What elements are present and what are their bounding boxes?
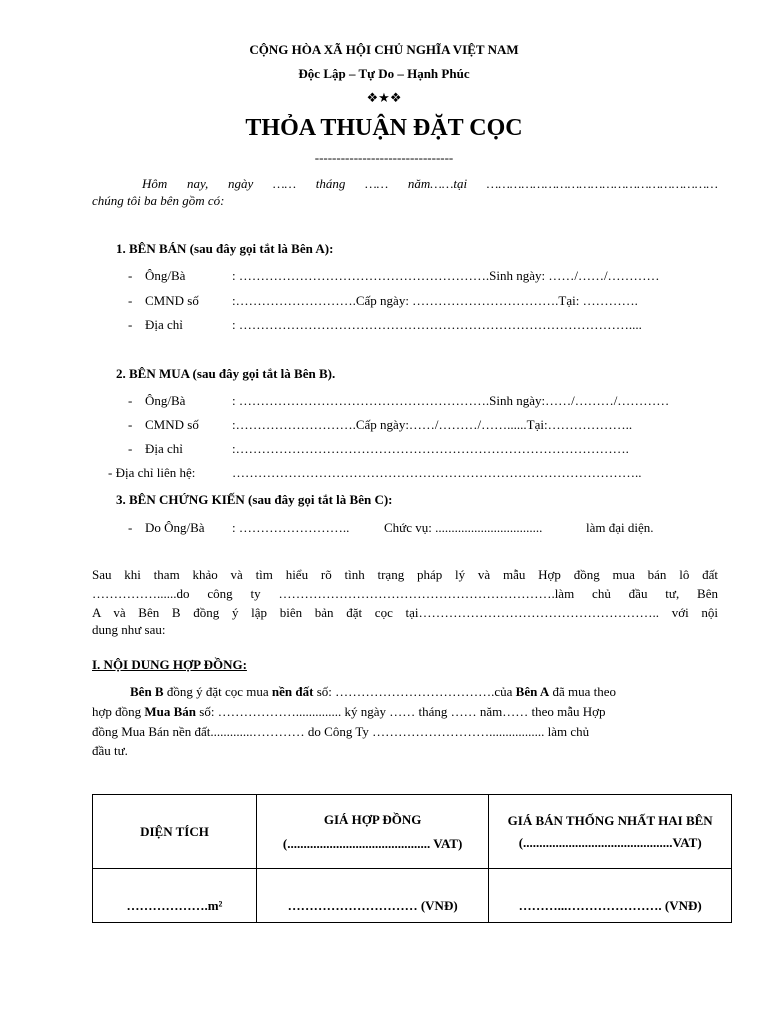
title-rule: -------------------------------- <box>314 150 454 165</box>
agreed-price-header: GIÁ BÁN THỐNG NHẤT HAI BÊN (..............................................VAT) <box>489 795 732 869</box>
dash: - <box>128 417 133 432</box>
party-a-address-value: : ……………………………………………………………………………….... <box>232 317 642 332</box>
dash: - <box>128 293 133 308</box>
preamble-line4: dung như sau: <box>92 622 166 637</box>
party-c-name-label: Do Ông/Bà <box>145 520 205 535</box>
party-a-name-value: : ………………………………………………….Sinh ngày: ……/……/………… <box>232 268 660 283</box>
section-paragraph-line1: Bên B đồng ý đặt cọc mua nền đất số: ……………………………….của Bên A đã mua theo <box>130 684 617 699</box>
nation-heading: CỘNG HÒA XÃ HỘI CHỦ NGHĨA VIỆT NAM <box>249 42 519 57</box>
party-b-name-value: : ………………………………………………….Sinh ngày:……/………/………… <box>232 393 670 408</box>
preamble-line1: Sau khi tham khảo và tìm hiểu rõ tình trạng pháp lý và mẫu Hợp đồng mua bán lô đất <box>92 567 718 582</box>
document-title: THỎA THUẬN ĐẶT CỌC <box>245 115 523 141</box>
intro-line1: Hôm nay, ngày …… tháng …… năm……tại …………………………………………………… <box>142 176 718 191</box>
party-c-representative: làm đại diện. <box>586 520 654 535</box>
party-b-id-value: :……………………….Cấp ngày:……/………/……......Tại:……………….. <box>232 417 633 432</box>
party-b-name-label: Ông/Bà <box>145 393 186 408</box>
section-heading: I. NỘI DUNG HỢP ĐỒNG: <box>92 657 247 672</box>
contract-price-header: GIÁ HỢP ĐỒNG (............................................ VAT) <box>256 795 488 869</box>
party-b-contact-value: ………………………………………………………………………………….. <box>232 465 642 480</box>
price-table <box>92 794 732 923</box>
party-a-heading: 1. BÊN BÁN (sau đây gọi tắt là Bên A): <box>116 241 334 256</box>
table-row <box>93 869 732 923</box>
preamble-line3: A và Bên B đồng ý lập biên bản đặt cọc tại……………………………………………….. với nội <box>92 605 718 620</box>
party-b-address-value: :………………………………………………………………………………. <box>232 441 629 456</box>
party-c-role: Chức vụ: ................................. <box>384 520 543 535</box>
agreed-price-value: ………...…………………. (VNĐ) <box>489 869 732 923</box>
dash: - <box>128 520 133 535</box>
table-header-row <box>93 795 732 869</box>
area-value: ……………….m² <box>93 869 257 923</box>
contract-price-value: ………………………… (VNĐ) <box>256 869 488 923</box>
dash: - <box>128 393 133 408</box>
dash: - <box>128 317 133 332</box>
party-b-id-label: CMND số <box>145 417 199 432</box>
section-paragraph-line3: đồng Mua Bán nền đất.............………… do Công Ty ………………………................. làm chủ <box>92 724 590 739</box>
party-a-id-label: CMND số <box>145 293 199 308</box>
dash: - <box>128 268 133 283</box>
section-paragraph-line2: hợp đồng Mua Bán số: ……………….............. ký ngày …… tháng …… năm…… theo mẫu Hợp <box>92 704 606 719</box>
party-c-name-value: : …………………….. <box>232 520 350 535</box>
dash: - <box>128 441 133 456</box>
ornament-icon: ❖★❖ <box>366 90 402 105</box>
party-a-id-value: :……………………….Cấp ngày: …………………………….Tại: …………. <box>232 293 638 308</box>
party-a-name-label: Ông/Bà <box>145 268 186 283</box>
area-header: DIỆN TÍCH <box>93 795 257 869</box>
section-paragraph-line4: đầu tư. <box>92 743 128 758</box>
party-b-address-label: Địa chỉ <box>145 441 183 456</box>
party-b-contact-label: - Địa chỉ liên hệ: <box>108 465 196 480</box>
motto: Độc Lập – Tự Do – Hạnh Phúc <box>298 66 470 81</box>
intro-line2: chúng tôi ba bên gồm có: <box>92 193 225 208</box>
party-b-heading: 2. BÊN MUA (sau đây gọi tắt là Bên B). <box>116 366 336 381</box>
preamble-line2: ……………......do công ty ……………………………………………………….làm chủ đầu tư, Bên <box>92 586 718 601</box>
party-a-address-label: Địa chỉ <box>145 317 183 332</box>
party-c-heading: 3. BÊN CHỨNG KIẾN (sau đây gọi tắt là Bên C): <box>116 492 393 507</box>
